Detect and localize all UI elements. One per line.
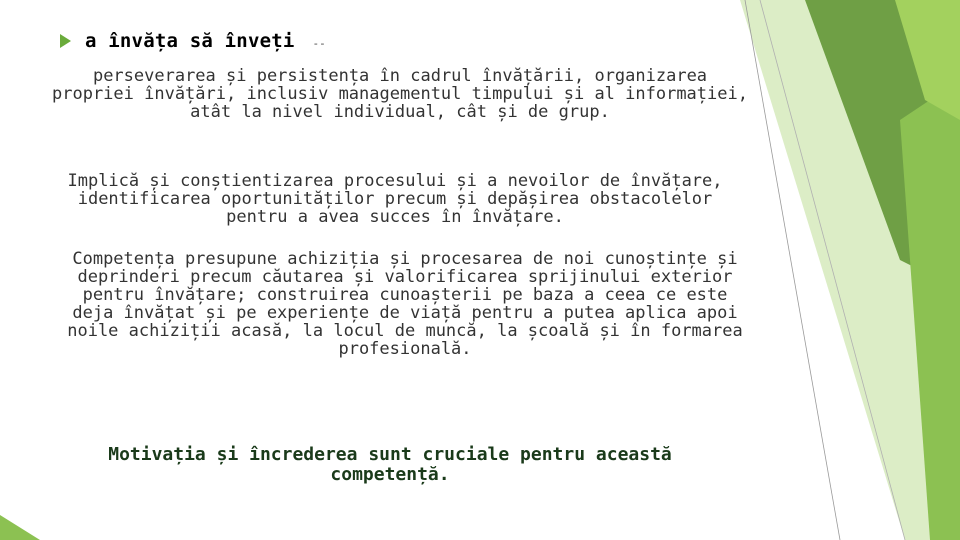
slide-title: a învăța să înveți (85, 30, 295, 52)
bullet-arrow-icon (60, 34, 71, 48)
paragraph-perseverance: perseverarea și persistența în cadrul învățării, organizarea propriei învățări, inclusiv managementul timpului și al informației, atât la nivel individual, cât și de grup. (52, 66, 748, 122)
paragraph-awareness: Implică și conștientizarea procesului și a nevoilor de învățare, identificarea oportunităților precum și depășirea obstacolelor pentru a avea succes în învățare. (67, 171, 723, 227)
paragraph-motivation: Motivația și încrederea sunt cruciale pentru această competență. (108, 444, 672, 485)
paragraph-competence: Competența presupune achiziția și procesarea de noi cunoștințe și deprinderi precum căutarea și valorificarea sprijinului exterior pentru învățare; construirea cunoașterii pe baza a ceea ce este deja învățat și pe experiențe de viață pentru a putea aplica apoi noile achiziții acasă, la locul de muncă, la școală și în formarea profesională. (67, 249, 743, 359)
title-suffix: -- (312, 37, 326, 50)
decor-shape-bottom-left (0, 515, 40, 540)
title-row (60, 30, 326, 52)
